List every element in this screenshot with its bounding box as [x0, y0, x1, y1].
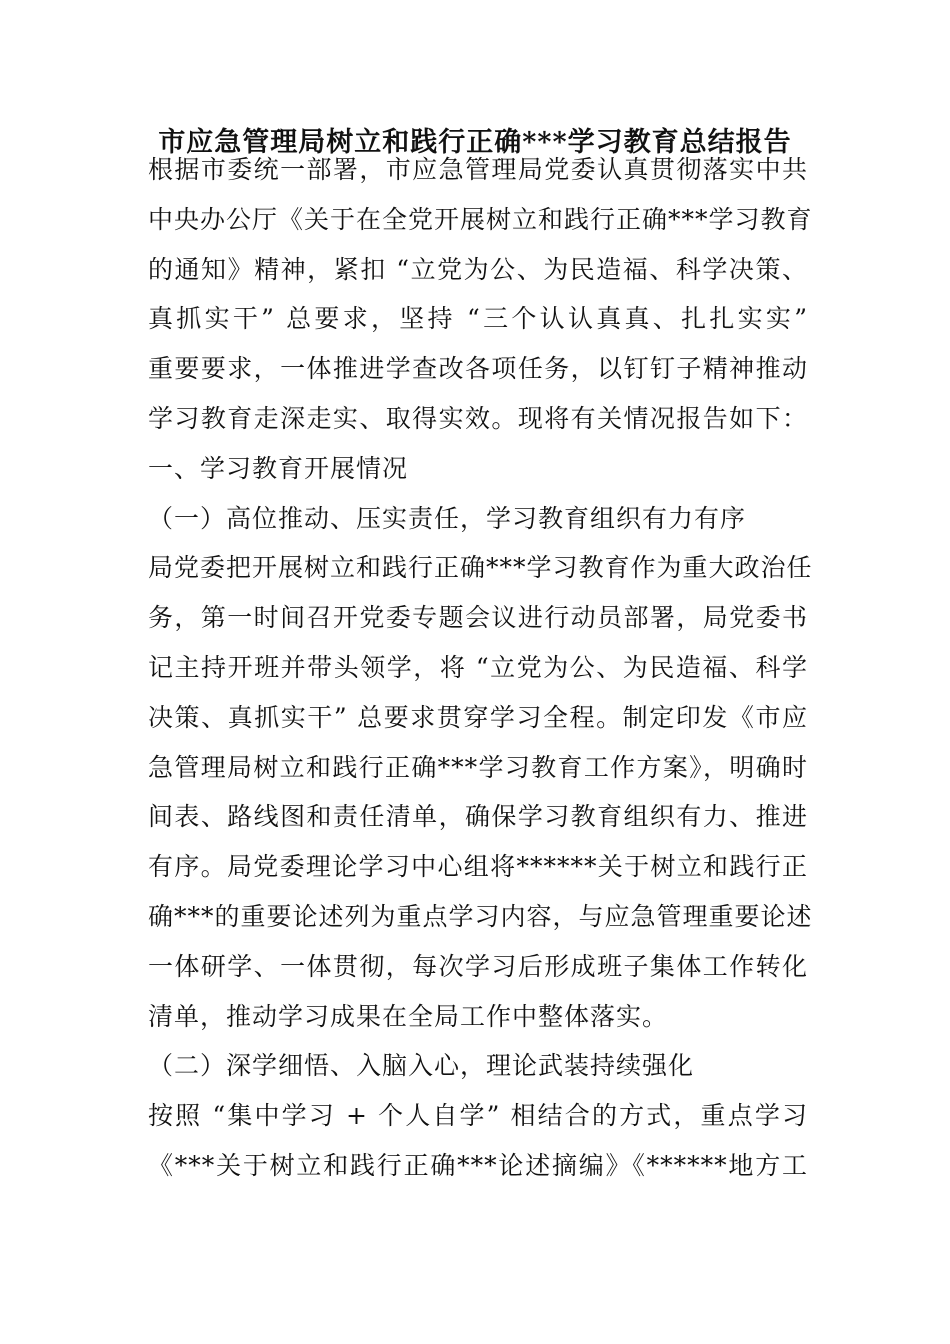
body-line: 有序。局党委理论学习中心组将******关于树立和践行正	[148, 852, 808, 882]
body-line: 确***的重要论述列为重点学习内容，与应急管理重要论述	[148, 901, 813, 931]
document-title: 市应急管理局树立和践行正确***学习教育总结报告	[158, 127, 792, 158]
body-line: 记主持开班并带头领学，将 “立党为公、为民造福、科学	[148, 652, 808, 682]
body-line: 真抓实干” 总要求，坚持 “三个认认真真、扎扎实实”	[148, 304, 808, 334]
body-line: 决策、真抓实干” 总要求贯穿学习全程。制定印发《市应	[148, 702, 808, 732]
body-line: 一、学习教育开展情况	[148, 453, 409, 483]
body-line: 按照 “集中学习 + 个人自学” 相结合的方式，重点学习	[148, 1101, 808, 1131]
body-line: 中央办公厅《关于在全党开展树立和践行正确***学习教育	[148, 204, 813, 234]
body-line: （一）高位推动、压实责任，学习教育组织有力有序	[148, 503, 747, 533]
body-line: 间表、路线图和责任清单，确保学习教育组织有力、推进	[148, 802, 808, 832]
body-line: （二）深学细悟、入脑入心，理论武装持续强化	[148, 1051, 695, 1081]
body-line: 《***关于树立和践行正确***论述摘编》《******地方工	[148, 1150, 808, 1180]
body-line: 清单，推动学习成果在全局工作中整体落实。	[148, 1001, 669, 1031]
body-line: 局党委把开展树立和践行正确***学习教育作为重大政治任	[148, 553, 813, 583]
body-line: 的通知》精神，紧扣 “立党为公、为民造福、科学决策、	[148, 254, 808, 284]
body-line: 急管理局树立和践行正确***学习教育工作方案》，明确时	[148, 752, 808, 782]
document-body	[148, 145, 813, 1191]
body-line: 一体研学、一体贯彻，每次学习后形成班子集体工作转化	[148, 951, 808, 981]
body-line: 重要要求，一体推进学查改各项任务，以钉钉子精神推动	[148, 354, 808, 384]
body-line: 根据市委统一部署，市应急管理局党委认真贯彻落实中共	[148, 155, 808, 184]
body-line: 务，第一时间召开党委专题会议进行动员部署，局党委书	[148, 603, 808, 633]
body-line: 学习教育走深走实、取得实效。现将有关情况报告如下：	[148, 403, 808, 433]
